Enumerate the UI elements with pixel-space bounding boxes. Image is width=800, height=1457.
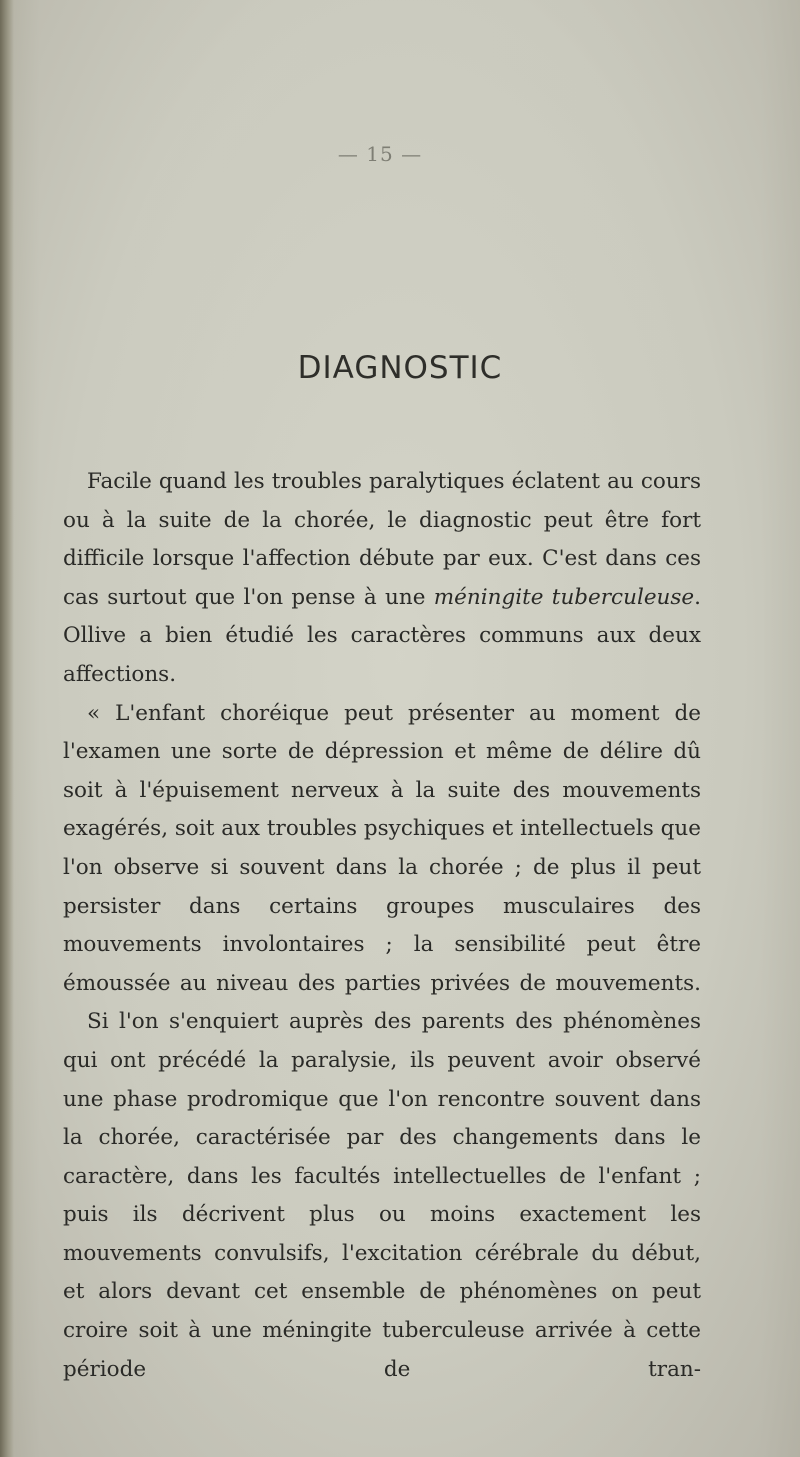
paragraph-1 [63,463,701,695]
paragraph-3: Si l'on s'enquiert auprès des parents des phénomènes qui ont précédé la paralysie, ils peuvent avoir observé une phase prodromique que l'on rencontre souvent dans la chorée, caractérisée par des changements dans le caractère, dans les facultés intellectuelles de l'enfant ; puis ils décrivent plus ou moins exactement les mouvements convulsifs, l'excitation cérébrale du début, et alors devant cet ensemble de phénomènes on peut croire soit à une méningite tuberculeuse arrivée à cette période de tran- [63,1009,701,1382]
paragraph-1-emphasis: méningite tuberculeuse [433,584,695,610]
paragraph-1-text-end: . Ollive a bien étudié les caractères communs aux deux affections. [63,584,701,687]
paragraph-1-text: Facile quand les troubles paralytiques éclatent au cours ou à la suite de la chorée, le diagnostic peut être fort difficile lorsque l'affection débute par eux. C'est dans ces cas surtout que l'on pense à une [63,469,701,610]
body-text [63,463,701,1389]
page-number: — 15 — [337,142,423,166]
page-spine-shadow [0,0,14,1457]
paragraph-2: « L'enfant choréique peut présenter au moment de l'examen une sorte de dépression et même de délire dû soit à l'épuisement nerveux à la suite des mouvements exagérés, soit aux troubles psychiques et intellectuels que l'on observe si souvent dans la chorée ; de plus il peut persister dans certains groupes musculaires des mouvements involontaires ; la sensibilité peut être émoussée au niveau des parties privées de mouvements. [63,700,701,996]
section-title: DIAGNOSTIC [297,350,503,386]
